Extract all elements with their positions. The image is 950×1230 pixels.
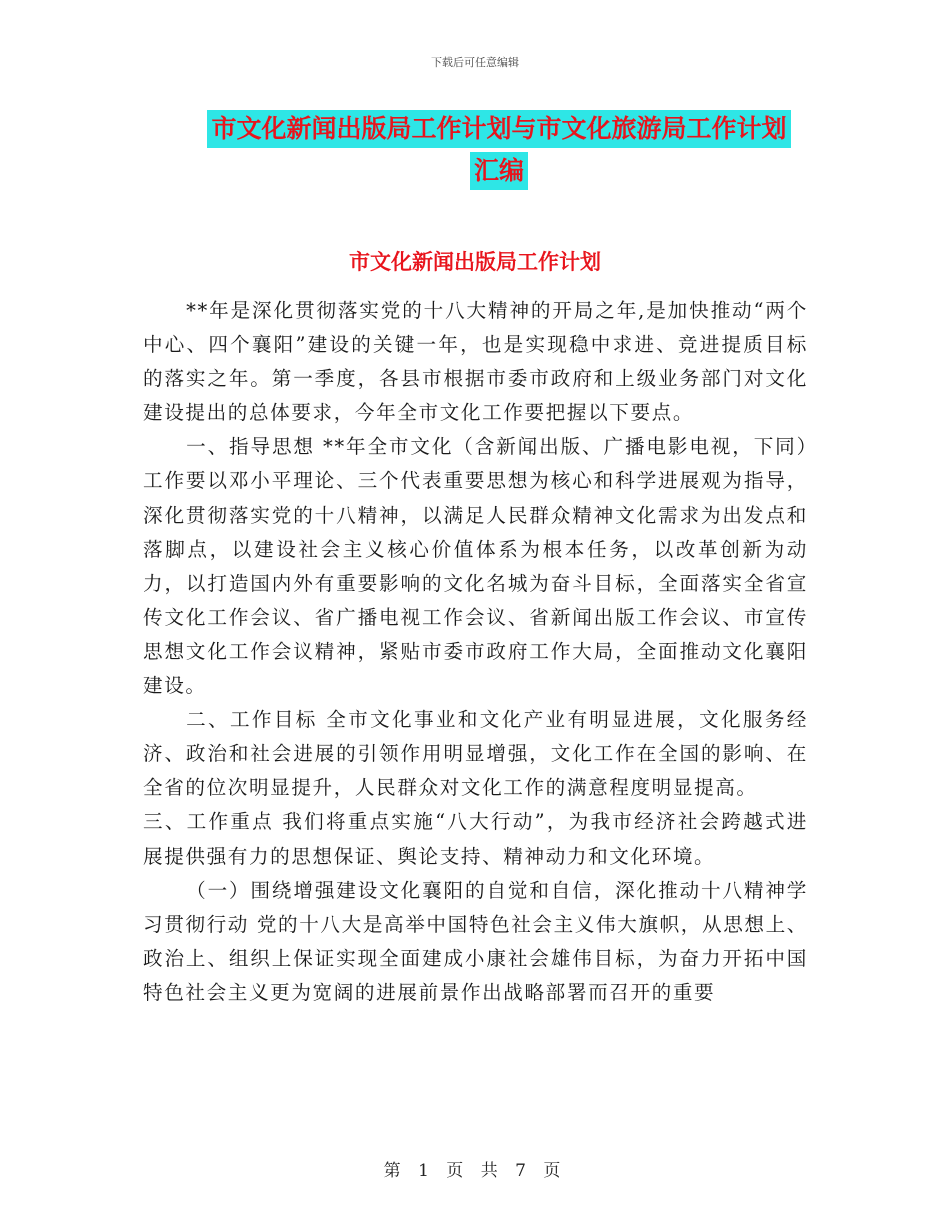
title-line-2: 汇编 [470,152,528,190]
paragraph-work-goals: 二、工作目标 全市文化事业和文化产业有明显进展，文化服务经济、政治和社会进展的引领作用明显增强，文化工作在全国的影响、在全省的位次明显提升，人民群众对文化工作的满意程度明显提高。 [143,708,808,800]
title-line-1: 市文化新闻出版局工作计划与市文化旅游局工作计划 [207,110,790,148]
paragraph-intro: **年是深化贯彻落实党的十八大精神的开局之年,是加快推动“两个中心、四个襄阳”建设的关键一年，也是实现稳中求进、竞进提质目标的落实之年。第一季度，各县市根据市委市政府和上级业务部门对文化建设提出的总体要求，今年全市文化工作要把握以下要点。 [143,299,808,425]
document-title [190,110,808,190]
body-text [143,294,808,1010]
paragraph-guiding-thought: 一、指导思想 **年全市文化（含新闻出版、广播电影电视，下同）工作要以邓小平理论、三个代表重要思想为核心和科学进展观为指导，深化贯彻落实党的十八精神，以满足人民群众精神文化需求为出发点和落脚点，以建设社会主义核心价值体系为根本任务，以改革创新为动力，以打造国内外有重要影响的文化名城为奋斗目标，全面落实全省宣传文化工作会议、省广播电视工作会议、省新闻出版工作会议、市宣传思想文化工作会议精神，紧贴市委市政府工作大局，全面推动文化襄阳建设。 [143,435,808,698]
paragraph-work-focus: 三、工作重点 我们将重点实施“八大行动”，为我市经济社会跨越式进展提供强有力的思想保证、舆论支持、精神动力和文化环境。 [143,810,808,868]
page-footer: 第 1 页 共 7 页 [383,1161,567,1181]
header-note: 下载后可任意编辑 [431,56,519,69]
section-title: 市文化新闻出版局工作计划 [349,250,601,274]
paragraph-action-one: （一）围绕增强建设文化襄阳的自觉和自信，深化推动十八精神学习贯彻行动 党的十八大是高举中国特色社会主义伟大旗帜，从思想上、政治上、组织上保证实现全面建成小康社会雄伟目标，为奋力开拓中国特色社会主义更为宽阔的进展前景作出战略部署而召开的重要 [143,878,808,1004]
